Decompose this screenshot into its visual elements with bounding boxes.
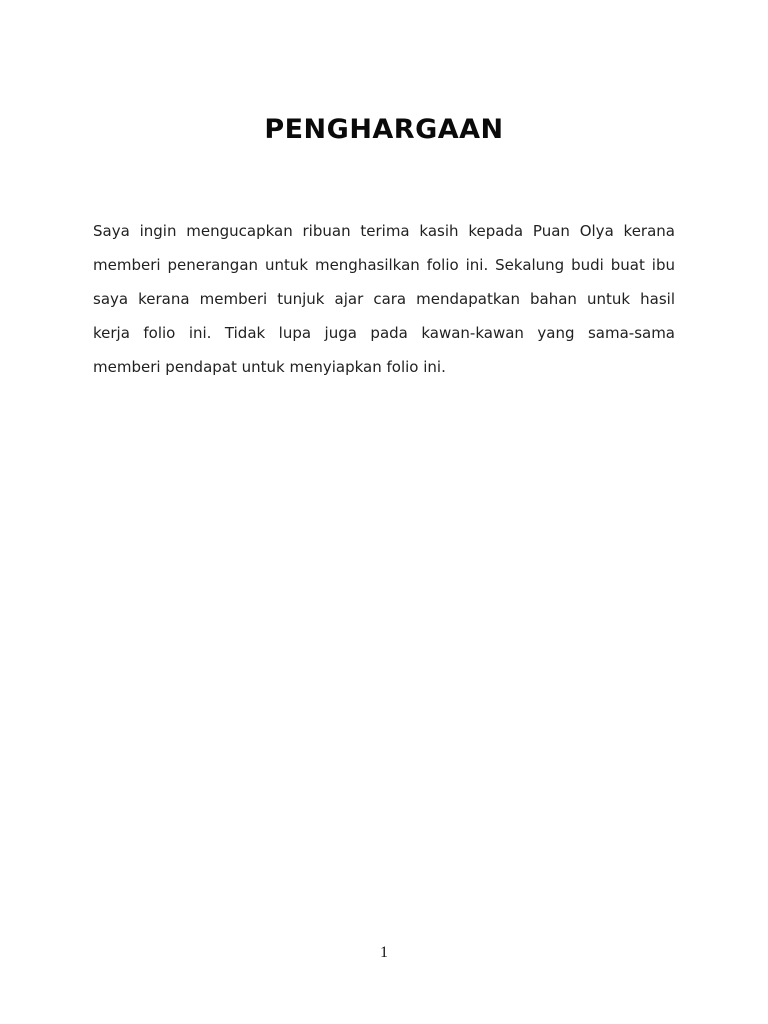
paragraph-line: kerja folio ini. Tidak lupa juga pada kawan-kawan yang sama-sama	[93, 324, 675, 342]
paragraph-line: memberi pendapat untuk menyiapkan folio ini.	[93, 358, 446, 376]
paragraph-line: saya kerana memberi tunjuk ajar cara mendapatkan bahan untuk hasil	[93, 290, 675, 308]
page-number: 1	[380, 944, 388, 961]
paragraph-line: memberi penerangan untuk menghasilkan folio ini. Sekalung budi buat ibu	[93, 256, 675, 274]
paragraph-line: Saya ingin mengucapkan ribuan terima kasih kepada Puan Olya kerana	[93, 222, 675, 240]
body-paragraph	[93, 214, 675, 384]
document-title: PENGHARGAAN	[264, 114, 504, 145]
